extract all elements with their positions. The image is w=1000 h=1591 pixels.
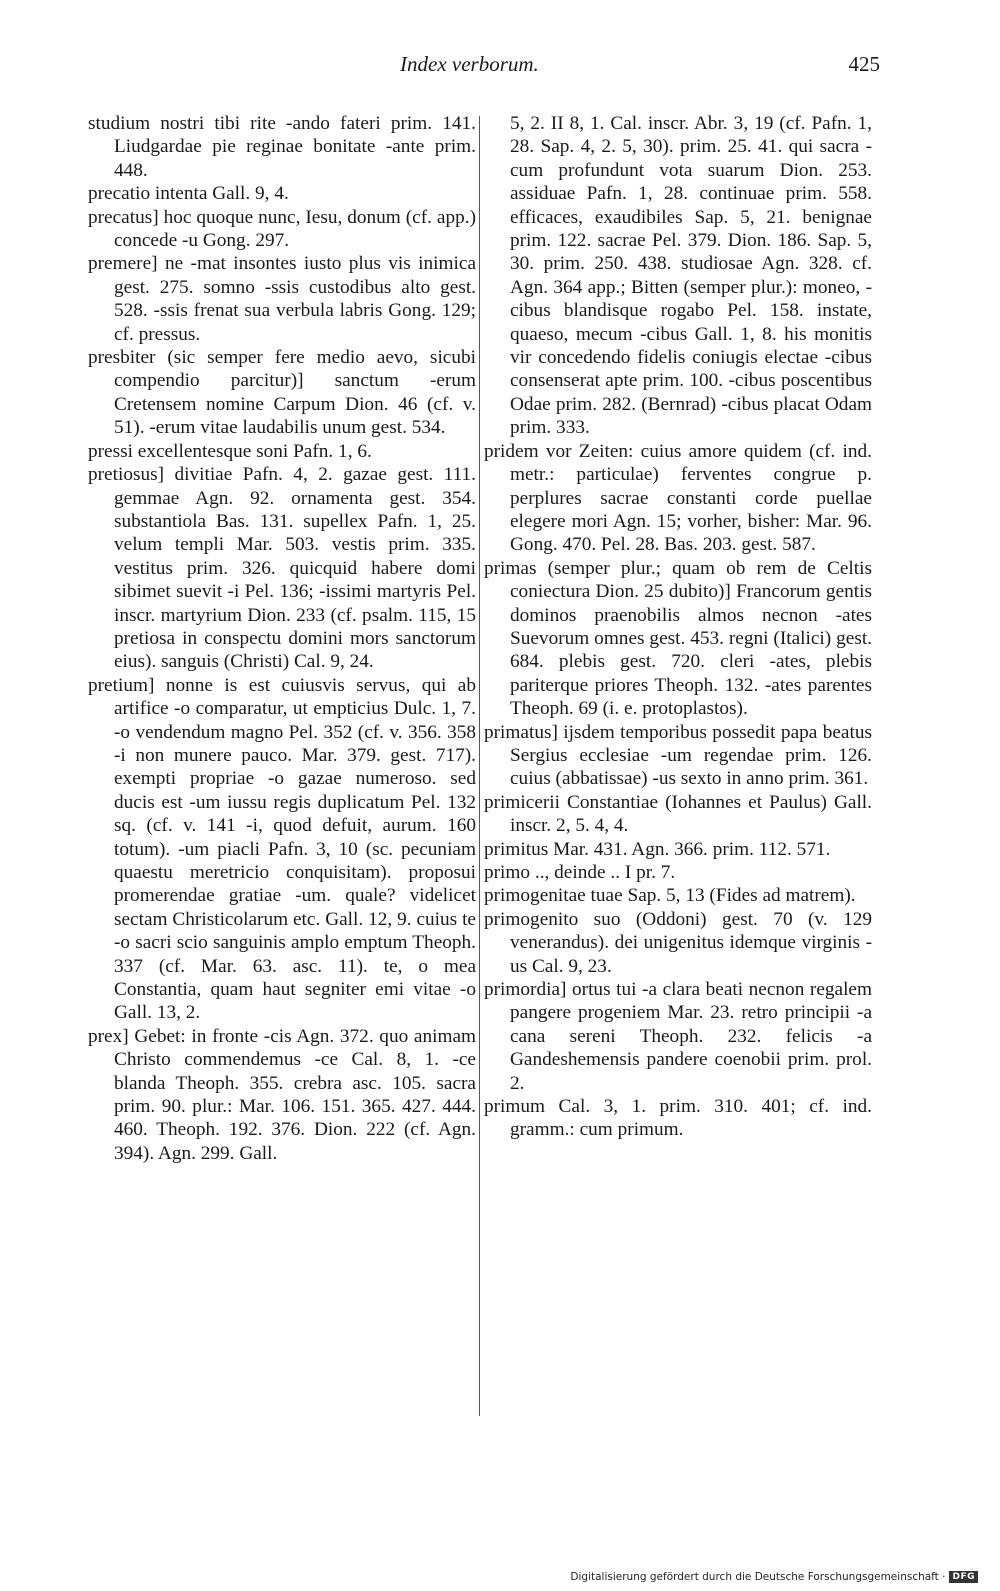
index-entry: primordia] ortus tui -a clara beati necnon regalem pangere progeniem Mar. 23. retro principii -a cana sereni Theoph. 232. felicis -a Gandeshemensis pandere coenobii prim. prol. 2. <box>484 979 872 1094</box>
index-entry-continuation: 5, 2. II 8, 1. Cal. inscr. Abr. 3, 19 (cf. Pafn. 1, 28. Sap. 4, 2. 5, 30). prim. 25. 41. qui sacra -cum profundunt vota suarum Dion. 253. assiduae Pafn. 1, 28. continuae prim. 558. efficaces, exaudibiles Sap. 5, 21. benignae prim. 122. sacrae Pel. 379. Dion. 186. Sap. 5, 30. prim. 250. 438. studiosae Agn. 328. cf. Agn. 364 app.; Bitten (semper plur.): moneo, -cibus blandisque rogabo Pel. 158. instate, quaeso, mecum -cibus Gall. 1, 8. his monitis vir concedendo fidelis coniugis electae -cibus consenserat apte prim. 100. -cibus poscentibus Odae prim. 282. (Bernrad) -cibus placat Odam prim. 333. <box>510 113 872 439</box>
index-entry: primicerii Constantiae (Iohannes et Paulus) Gall. inscr. 2, 5. 4, 4. <box>484 791 872 837</box>
index-entry: pridem vor Zeiten: cuius amore quidem (cf. ind. metr.: particulae) ferventes congrue p. perplures sacrae constanti corde puellae elegere mori Agn. 15; vorher, bisher: Mar. 96. Gong. 470. Pel. 28. Bas. 203. gest. 587. <box>484 440 872 556</box>
index-entry: pressi excellentesque soni Pafn. 1, 6. <box>88 440 372 462</box>
index-entry: studium nostri tibi rite -ando fateri prim. 141. Liudgardae pie reginae bonitate -ante prim. 448. <box>88 113 476 181</box>
page-number: 425 <box>848 52 880 76</box>
index-entry: precatus] hoc quoque nunc, Iesu, donum (cf. app.) concede -u Gong. 297. <box>88 206 476 252</box>
running-head: Index verborum. <box>400 52 539 76</box>
index-entry: pretium] nonne is est cuiusvis servus, qui ab artifice -o comparatur, ut empticius Dulc. 1, 7. -o vendendum magno Pel. 352 (cf. v. 356. 358 -i non munere pauco. Mar. 379. gest. 717). exempti propriae -o gazae numeroso. sed ducis est -um iussu regis duplicatum Pel. 132 sq. (cf. v. 141 -i, quod defuit, aurum. 160 totum). -um piacli Pafn. 3, 10 (sc. pecuniam quaestu meretricio conquisitam). proposui promerendae gratiae -um. quale? videlicet sectam Christicolarum etc. Gall. 12, 9. cuius te -o sacri scio sanguinis amplo emptum Theoph. 337 (cf. Mar. 63. asc. 11). te, o mea Constantia, quam haut segniter emi vitae -o Gall. 13, 2. <box>88 674 476 1024</box>
index-entry: primogenitae tuae Sap. 5, 13 (Fides ad matrem). <box>484 885 856 907</box>
index-entry: presbiter (sic semper fere medio aevo, sicubi compendio parcitur)] sanctum -erum Cretensem nomine Carpum Dion. 46 (cf. v. 51). -erum vitae laudabilis unum gest. 534. <box>88 347 476 439</box>
index-columns <box>82 112 892 1422</box>
page-header <box>90 52 890 88</box>
index-entry: precatio intenta Gall. 9, 4. <box>88 183 289 205</box>
index-entry: prex] Gebet: in fronte -cis Agn. 372. quo animam Christo commendemus -ce Cal. 8, 1. -ce blanda Theoph. 355. crebra asc. 105. sacra prim. 90. plur.: Mar. 106. 151. 365. 427. 444. 460. Theoph. 192. 376. Dion. 222 (cf. Agn. 394). Agn. 299. Gall. <box>88 1025 476 1164</box>
index-entry: primitus Mar. 431. Agn. 366. prim. 112. 571. <box>484 838 831 860</box>
index-entry: premere] ne -mat insontes iusto plus vis inimica gest. 275. somno -ssis custodibus alto gest. 528. -ssis frenat sua verbula labris Gong. 129; cf. pressus. <box>88 253 476 345</box>
dfg-logo-icon: DFG <box>949 1571 978 1583</box>
digitization-credit <box>570 1571 978 1583</box>
left-column <box>88 112 476 1165</box>
index-entry: primogenito suo (Oddoni) gest. 70 (v. 129 venerandus). dei unigenitus idemque virginis -us Cal. 9, 23. <box>484 908 872 977</box>
index-entry: primatus] ijsdem temporibus possedit papa beatus Sergius ecclesiae -um regendae prim. 126. cuius (abbatissae) -us sexto in anno prim. 361. <box>484 721 872 790</box>
index-entry: primas (semper plur.; quam ob rem de Celtis coniectura Dion. 25 dubito)] Francorum gentis dominos praenobilis almos necnon -ates Suevorum omnes gest. 453. regni (Italici) gest. 684. plebis gest. 720. cleri -ates, plebis pariterque priores Theoph. 132. -ates parentes Theoph. 69 (i. e. protoplastos). <box>484 557 872 720</box>
credit-text: Digitalisierung gefördert durch die Deutsche Forschungsgemeinschaft · <box>570 1571 946 1583</box>
index-entry: primo .., deinde .. I pr. 7. <box>484 862 676 883</box>
column-divider <box>479 116 480 1416</box>
index-entry: primum Cal. 3, 1. prim. 310. 401; cf. ind. gramm.: cum primum. <box>484 1096 872 1141</box>
right-column <box>484 112 872 1142</box>
index-entry: pretiosus] divitiae Pafn. 4, 2. gazae gest. 111. gemmae Agn. 92. ornamenta gest. 354. substantiola Bas. 131. supellex Pafn. 1, 25. velum templi Mar. 503. vestis prim. 335. vestitus prim. 326. quicquid habere domi sibimet suevit -i Pel. 136; -issimi martyris Pel. inscr. martyrium Dion. 233 (cf. psalm. 115, 15 pretiosa in conspectu domini mors sanctorum eius). sanguis (Christi) Cal. 9, 24. <box>88 464 476 673</box>
